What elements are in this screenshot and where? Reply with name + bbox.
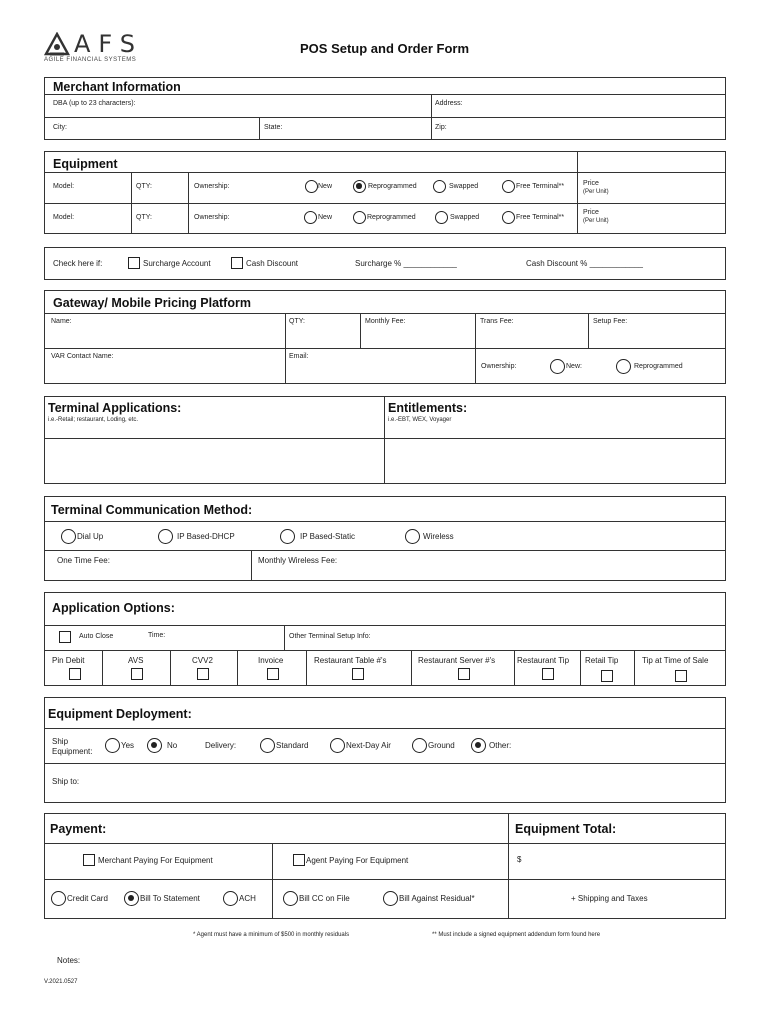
- equipment-title: Equipment: [53, 157, 118, 171]
- option-invoice-label: Invoice: [258, 656, 284, 665]
- ip-dhcp-label: IP Based-DHCP: [177, 532, 235, 541]
- delivery-next-day-radio[interactable]: [330, 738, 345, 753]
- ip-static-label: IP Based-Static: [300, 532, 355, 541]
- version-label: V.2021.0527: [44, 979, 78, 985]
- ship-no-radio[interactable]: [147, 738, 162, 753]
- per-unit-label: (Per Unit): [583, 189, 609, 195]
- communication-title: Terminal Communication Method:: [51, 503, 253, 517]
- terminal-applications-title: Terminal Applications:: [48, 401, 182, 415]
- entitlements-hint: i.e.-EBT, WEX, Voyager: [388, 417, 452, 423]
- ship-equipment-label-line2: Equipment:: [52, 747, 93, 756]
- gateway-name-field[interactable]: Name:: [51, 318, 72, 325]
- delivery-label: Delivery:: [205, 741, 237, 750]
- check-here-label: Check here if:: [53, 259, 103, 268]
- ownership-swapped-radio[interactable]: [433, 180, 446, 193]
- ownership-label: Ownership:: [194, 183, 230, 190]
- option-restaurant-server-label: Restaurant Server #'s: [418, 656, 496, 665]
- dba-field[interactable]: DBA (up to 23 characters):: [53, 100, 136, 107]
- option-pin-debit-label: Pin Debit: [52, 656, 85, 665]
- delivery-standard-label: Standard: [276, 741, 309, 750]
- ownership-swapped-label: Swapped: [450, 214, 480, 221]
- ownership-swapped-radio[interactable]: [435, 211, 448, 224]
- gateway-ownership-label: Ownership:: [481, 363, 517, 370]
- bill-to-statement-radio[interactable]: [124, 891, 139, 906]
- ownership-new-radio[interactable]: [305, 180, 318, 193]
- option-retail-tip-checkbox[interactable]: [601, 670, 613, 682]
- ship-to-field[interactable]: Ship to:: [52, 777, 80, 786]
- monthly-wireless-fee-field[interactable]: Monthly Wireless Fee:: [258, 556, 338, 565]
- ownership-new-radio[interactable]: [304, 211, 317, 224]
- gateway-title: Gateway/ Mobile Pricing Platform: [53, 296, 251, 310]
- ownership-label: Ownership:: [194, 214, 230, 221]
- entitlements-title: Entitlements:: [388, 401, 468, 415]
- payment-title: Payment:: [50, 822, 107, 836]
- merchant-paying-checkbox[interactable]: [83, 854, 95, 866]
- footnote-agent: * Agent must have a minimum of $500 in monthly residuals: [193, 932, 350, 938]
- entitlements-field[interactable]: [385, 439, 725, 483]
- ownership-free-terminal-radio[interactable]: [502, 180, 515, 193]
- option-restaurant-tip-checkbox[interactable]: [542, 668, 554, 680]
- bill-cc-on-file-label: Bill CC on File: [299, 894, 350, 903]
- equipment-total-title: Equipment Total:: [515, 822, 617, 836]
- ownership-free-terminal-label: Free Terminal**: [516, 183, 565, 190]
- bill-against-residual-label: Bill Against Residual*: [399, 894, 475, 903]
- surcharge-percent-field[interactable]: Surcharge % ____________: [355, 259, 457, 268]
- ownership-reprogrammed-label: Reprogrammed: [368, 183, 417, 190]
- bill-against-residual-radio[interactable]: [383, 891, 398, 906]
- ship-equipment-label: [52, 737, 92, 757]
- option-tip-at-sale-label: Tip at Time of Sale: [642, 656, 709, 665]
- terminal-applications-hint: i.e.-Retail; restaurant, Loding, etc.: [48, 417, 139, 423]
- qty-field[interactable]: QTY:: [136, 214, 152, 221]
- gateway-new-radio[interactable]: [550, 359, 565, 374]
- wireless-label: Wireless: [423, 532, 454, 541]
- gateway-monthly-fee-field[interactable]: Monthly Fee:: [365, 318, 406, 325]
- zip-field[interactable]: Zip:: [435, 124, 447, 131]
- city-field[interactable]: City:: [53, 124, 67, 131]
- option-restaurant-table-checkbox[interactable]: [352, 668, 364, 680]
- other-setup-info-field[interactable]: Other Terminal Setup Info:: [289, 633, 371, 640]
- agent-paying-checkbox[interactable]: [293, 854, 305, 866]
- dial-up-label: Dial Up: [77, 532, 104, 541]
- gateway-qty-field[interactable]: QTY:: [289, 318, 305, 325]
- page-title: POS Setup and Order Form: [300, 41, 470, 56]
- option-tip-at-sale-checkbox[interactable]: [675, 670, 687, 682]
- credit-card-radio[interactable]: [51, 891, 66, 906]
- var-contact-field[interactable]: VAR Contact Name:: [51, 353, 114, 360]
- wireless-radio[interactable]: [405, 529, 420, 544]
- auto-close-label: Auto Close: [79, 633, 114, 640]
- ownership-free-terminal-radio[interactable]: [502, 211, 515, 224]
- ship-yes-label: Yes: [121, 741, 135, 750]
- gateway-trans-fee-field[interactable]: Trans Fee:: [480, 318, 514, 325]
- shipping-taxes-label: + Shipping and Taxes: [571, 894, 648, 903]
- one-time-fee-field[interactable]: One Time Fee:: [57, 556, 110, 565]
- ach-radio[interactable]: [223, 891, 238, 906]
- option-retail-tip-label: Retail Tip: [585, 656, 619, 665]
- dial-up-radio[interactable]: [61, 529, 76, 544]
- gateway-setup-fee-field[interactable]: Setup Fee:: [593, 318, 628, 325]
- cash-discount-checkbox[interactable]: [231, 257, 243, 269]
- ownership-new-label: New: [318, 214, 333, 221]
- ownership-new-label: New: [318, 183, 333, 190]
- option-avs-checkbox[interactable]: [131, 668, 143, 680]
- ownership-reprogrammed-label: Reprogrammed: [367, 214, 416, 221]
- application-options-title: Application Options:: [52, 601, 175, 615]
- merchant-paying-label: Merchant Paying For Equipment: [98, 856, 213, 865]
- ownership-free-terminal-label: Free Terminal**: [516, 214, 565, 221]
- logo-subtitle: AGILE FINANCIAL SYSTEMS: [44, 57, 137, 63]
- surcharge-account-checkbox[interactable]: [128, 257, 140, 269]
- gateway-email-field[interactable]: Email:: [289, 353, 309, 360]
- equipment-section: [44, 151, 726, 234]
- delivery-next-day-label: Next-Day Air: [346, 741, 391, 750]
- option-cvv2-checkbox[interactable]: [197, 668, 209, 680]
- ownership-reprogrammed-radio[interactable]: [353, 180, 366, 193]
- delivery-ground-label: Ground: [428, 741, 455, 750]
- bill-cc-on-file-radio[interactable]: [283, 891, 298, 906]
- gateway-new-label: New:: [566, 363, 582, 370]
- gateway-reprogrammed-radio[interactable]: [616, 359, 631, 374]
- option-cvv2-label: CVV2: [192, 656, 213, 665]
- logo-text: AFS: [74, 30, 144, 58]
- ownership-swapped-label: Swapped: [449, 183, 479, 190]
- gateway-reprogrammed-label: Reprogrammed: [634, 363, 683, 370]
- option-invoice-checkbox[interactable]: [267, 668, 279, 680]
- delivery-ground-radio[interactable]: [412, 738, 427, 753]
- state-field[interactable]: State:: [264, 124, 283, 131]
- option-pin-debit-checkbox[interactable]: [69, 668, 81, 680]
- qty-field[interactable]: QTY:: [136, 183, 152, 190]
- option-avs-label: AVS: [128, 656, 144, 665]
- ship-no-label: No: [167, 741, 178, 750]
- delivery-other-label: Other:: [489, 741, 512, 750]
- agent-paying-label: Agent Paying For Equipment: [306, 856, 409, 865]
- logo: [44, 30, 164, 66]
- cash-discount-percent-field[interactable]: Cash Discount % ____________: [526, 259, 643, 268]
- ship-equipment-label-line1: Ship: [52, 737, 69, 746]
- model-field[interactable]: Model:: [53, 183, 75, 190]
- logo-triangle-icon: [44, 32, 70, 56]
- terminal-applications-field[interactable]: [45, 439, 383, 483]
- model-field[interactable]: Model:: [53, 214, 75, 221]
- price-label[interactable]: Price: [583, 180, 599, 187]
- price-label[interactable]: Price: [583, 209, 599, 216]
- merchant-title: Merchant Information: [53, 80, 181, 94]
- ip-dhcp-radio[interactable]: [158, 529, 173, 544]
- credit-card-label: Credit Card: [67, 894, 108, 903]
- ship-yes-radio[interactable]: [105, 738, 120, 753]
- ach-label: ACH: [239, 894, 256, 903]
- delivery-standard-radio[interactable]: [260, 738, 275, 753]
- option-restaurant-server-checkbox[interactable]: [458, 668, 470, 680]
- surcharge-account-label: Surcharge Account: [143, 259, 211, 268]
- footnote-addendum: ** Must include a signed equipment addendum form found here: [432, 932, 601, 938]
- auto-close-checkbox[interactable]: [59, 631, 71, 643]
- bill-to-statement-label: Bill To Statement: [140, 894, 200, 903]
- cash-discount-label: Cash Discount: [246, 259, 299, 268]
- delivery-other-radio[interactable]: [471, 738, 486, 753]
- per-unit-label: (Per Unit): [583, 218, 609, 224]
- address-field[interactable]: Address:: [435, 100, 463, 107]
- equipment-total-field[interactable]: $: [517, 855, 522, 864]
- option-restaurant-table-label: Restaurant Table #'s: [314, 656, 387, 665]
- notes-label: Notes:: [57, 956, 81, 965]
- option-restaurant-tip-label: Restaurant Tip: [517, 656, 570, 665]
- ownership-reprogrammed-radio[interactable]: [353, 211, 366, 224]
- deployment-title: Equipment Deployment:: [48, 707, 192, 721]
- ip-static-radio[interactable]: [280, 529, 295, 544]
- auto-close-time-field[interactable]: Time:: [148, 632, 166, 639]
